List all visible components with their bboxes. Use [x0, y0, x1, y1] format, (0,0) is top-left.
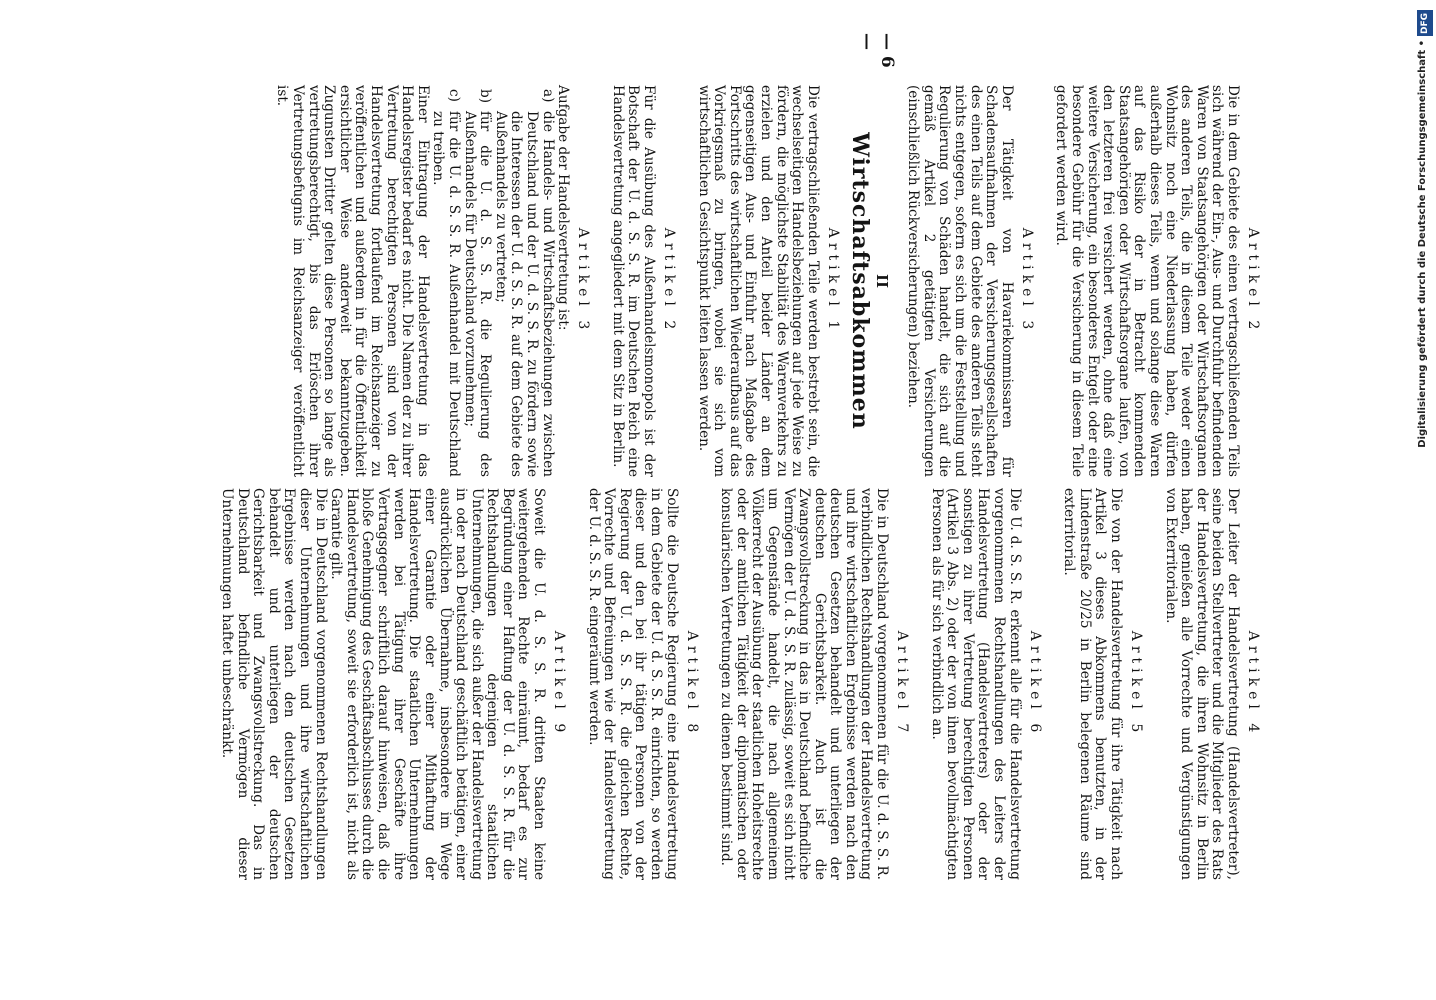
- section-roman-numeral: II: [872, 273, 891, 289]
- dfg-logo: DFG: [1417, 10, 1433, 36]
- wirtschaft-article-3-intro: Aufgabe der Handelsvertretung ist:: [555, 85, 572, 331]
- article-3-text: Der Tätigkeit von Havariekommissaren für Schadensaufnahmen der Versicherungsgesellschaften des einen Teils auf dem Gebiete des anderen Teils steht nichts entgegen, sofern es sich um die Feststellung und Regulierung von Schäden handelt, die sich auf die gemäß Artikel 2 getätigten Versicherungen (einschließlich Rückversicherungen) beziehen.: [905, 85, 1015, 477]
- wirtschaft-article-1-heading: Artikel 1: [824, 227, 841, 335]
- section-title: Wirtschaftsabkommen: [846, 132, 873, 430]
- wirtschaft-article-3-heading: Artikel 3: [575, 227, 592, 335]
- wirtschaft-article-2-text: Für die Ausübung des Außenhandelsmonopols ist der Botschaft der U. d. S. S. R. im Deutschen Reich eine Handelsvertretung angegliedert mit dem Sitz in Berlin.: [609, 85, 657, 477]
- article-6-text: Die U. d. S. S. R. erkennt alle für die Handelsvertretung vorgenommenen Rechtshandlungen des Leiters der Handelsvertretung (Handelsvertreters) oder der sonstigen zu ihrer Vertretung berechtigten Personen (Artikel 3 Abs. 2) oder der von ihnen bevollmächtigten Personen als für sich verbindlich an.: [928, 488, 1023, 880]
- article-9-text-2: Die in Deutschland vorgenommenen Rechtshandlungen dieser Unternehmungen und ihre wirtschaftlichen Ergebnisse werden nach den deutschen Gesetzen behandelt und unterliegen der deutschen Gerichtsbarkeit und Zwangsvollstreckung. Das in Deutschland befindliche Vermögen dieser Unternehmungen haftet unbeschränkt.: [219, 488, 329, 880]
- list-item-label: b): [477, 89, 494, 104]
- wirtschaft-article-1-text: Die vertragschließenden Teile werden bestrebt sein, die wechselseitigen Handelsbeziehungen auf jede Weise zu fördern, die möglichste Stabilität des Warenverkehrs zu erzielen und den Anteil beider Länder an dem gegenseitigen Aus- und Einfuhr nach Maßgabe des Fortschritts des wirtschaftlichen Wiederaufbaus auf das Vorkriegsmaß zu bringen, wobei sie sich vom wirtschaftlichen Gesichtspunkt leiten lassen werden.: [695, 85, 821, 477]
- list-item-text: für die U. d. S. S. R. die Regulierung des Außenhandels für Deutschland vorzunehmen;: [461, 111, 494, 477]
- article-6-heading: Artikel 6: [1026, 630, 1043, 738]
- page-number-text: — 6 —: [857, 33, 897, 68]
- article-7-heading: Artikel 7: [894, 630, 911, 738]
- article-2-heading: Artikel 2: [1245, 227, 1261, 335]
- right-column: [219, 488, 1267, 880]
- list-item-text: für die U. d. S. S. R. Außenhandel mit Deutschland zu treiben.: [430, 111, 463, 477]
- rotated-document-page: [82, 33, 1267, 925]
- dfg-watermark: [1414, 8, 1436, 448]
- wirtschaft-article-2-heading: Artikel 2: [660, 227, 677, 335]
- article-3-heading: Artikel 3: [1018, 227, 1035, 335]
- article-9-text-1: Soweit die U. d. S. S. R. dritten Staaten keine weitergehenden Rechte einräumt, bedarf es zur Begründung einer Haftung der U. d. S. S. R. für die Rechtshandlungen derjenigen staatlichen Unternehmungen, die sich außer der Handelsvertretung in oder nach Deutschland geschäftlich betätigen, einer ausdrücklichen Übernahme, insbesondere im Wege einer Garantie oder einer Mithaftung der Handelsvertretung. Die staatlichen Unternehmungen werden bei Tätigung ihrer Geschäfte ihre Vertragsgegner schriftlich darauf hinweisen, daß die bloße Genehmigung des Geschäftsabschlusses durch die Handelsvertretung, soweit sie erforderlich ist, nicht als Garantie gilt.: [328, 488, 547, 880]
- list-item: [430, 85, 461, 477]
- wirtschaft-article-3-text-2: Einer Eintragung der Handelsvertretung in das Handelsregister bedarf es nicht. Die Namen der zu ihrer Vertretung berechtigten Personen sind von der Handelsvertretung fortlaufend im Reichsanzeiger zu veröffentlichen und außerdem in für die Öffentlichkeit ersichtlicher Weise anderweit bekanntzugeben. Zugunsten Dritter gelten diese Personen so lange als vertretungsberechtigt, bis das Erlöschen ihrer Vertretungsbefugnis im Reichsanzeiger veröffentlicht ist.: [274, 85, 431, 477]
- article-8-text: Sollte die Deutsche Regierung eine Handelsvertretung in dem Gebiete der U. d. S. S. R. einrichten, so werden dieser und den bei ihr tätigen Personen von der Regierung der U. d. S. S. R. die gleichen Rechte, Vorrechte und Befreiungen wie der Handelsvertretung der U. d. S. S. R. eingeräumt werden.: [585, 488, 680, 880]
- list-item: [492, 85, 554, 477]
- article-7-text: Die in Deutschland vorgenommenen für die U. d. S. S. R. verbindlichen Rechtshandlungen der Handelsvertretung und ihre wirtschaftlichen Ergebnisse werden nach den deutschen Gesetzen behandelt und unterliegen der deutschen Gerichtsbarkeit. Auch ist die Zwangsvollstreckung in das in Deutschland befindliche Vermögen der U. d. S. S. R. zulässig, soweit es sich nicht um Gegenstände handelt, die nach allgemeinem Völkerrecht der Ausübung der staatlichen Hoheitsrechte oder der amtlichen Tätigkeit der diplomatischen oder konsularischen Vertretungen zu dienen bestimmt sind.: [718, 488, 891, 880]
- article-4-text: Der Leiter der Handelsvertretung (Handelsvertreter), seine beiden Stellvertreter und die Mitglieder des Rats der Handelsvertretung, die ihren Wohnsitz in Berlin haben, genießen alle Vorrechte und Vergünstigungen von Exterritorialen.: [1162, 488, 1241, 880]
- list-item: [461, 85, 492, 477]
- left-column: [274, 85, 1267, 477]
- page-number: [427, 33, 1267, 73]
- dfg-watermark-text: Digitalisierung gefördert durch die Deutsche Forschungsgemeinschaft •: [1417, 40, 1428, 448]
- task-list: [430, 85, 555, 477]
- article-8-heading: Artikel 8: [683, 630, 700, 738]
- article-9-heading: Artikel 9: [551, 630, 567, 738]
- article-5-text: Die von der Handelsvertretung für ihre Tätigkeit nach Artikel 3 dieses Abkommens benutzten, in der Lindenstraße 20/25 in Berlin belegenen Räume sind exterritorial.: [1061, 488, 1125, 880]
- article-5-heading: Artikel 5: [1128, 630, 1145, 738]
- article-4-heading: Artikel 4: [1245, 630, 1261, 738]
- list-item-label: c): [446, 89, 463, 102]
- list-item-text: die Handels- und Wirtschaftsbeziehungen zwischen Deutschland und der U. d. S. S. R. zu fördern sowie die Interessen der U. d. S. S. R. auf dem Gebiete des Außenhandels zu vertreten;: [492, 111, 556, 477]
- list-item-label: a): [539, 89, 556, 103]
- article-2-text: Die in dem Gebiete des einen vertragschließenden Teils sich während der Ein-, Aus- und Durchfuhr befindenden Waren von Staatsangehörigen oder Wirtschaftsorganen des anderen Teils, die in diesem Teile weder einen Wohnsitz noch eine Niederlassung haben, dürfen außerhalb dieses Teils, wenn und solange diese Waren auf das Risiko der in Betracht kommenden Staatsangehörigen oder Wirtschaftsorgane laufen, von den letzteren frei versichert werden, ohne daß eine weitere Versicherung, ein besonderes Entgelt oder eine besondere Gebühr für die Versicherung in diesem Teile gefordert werden wird.: [1053, 85, 1241, 477]
